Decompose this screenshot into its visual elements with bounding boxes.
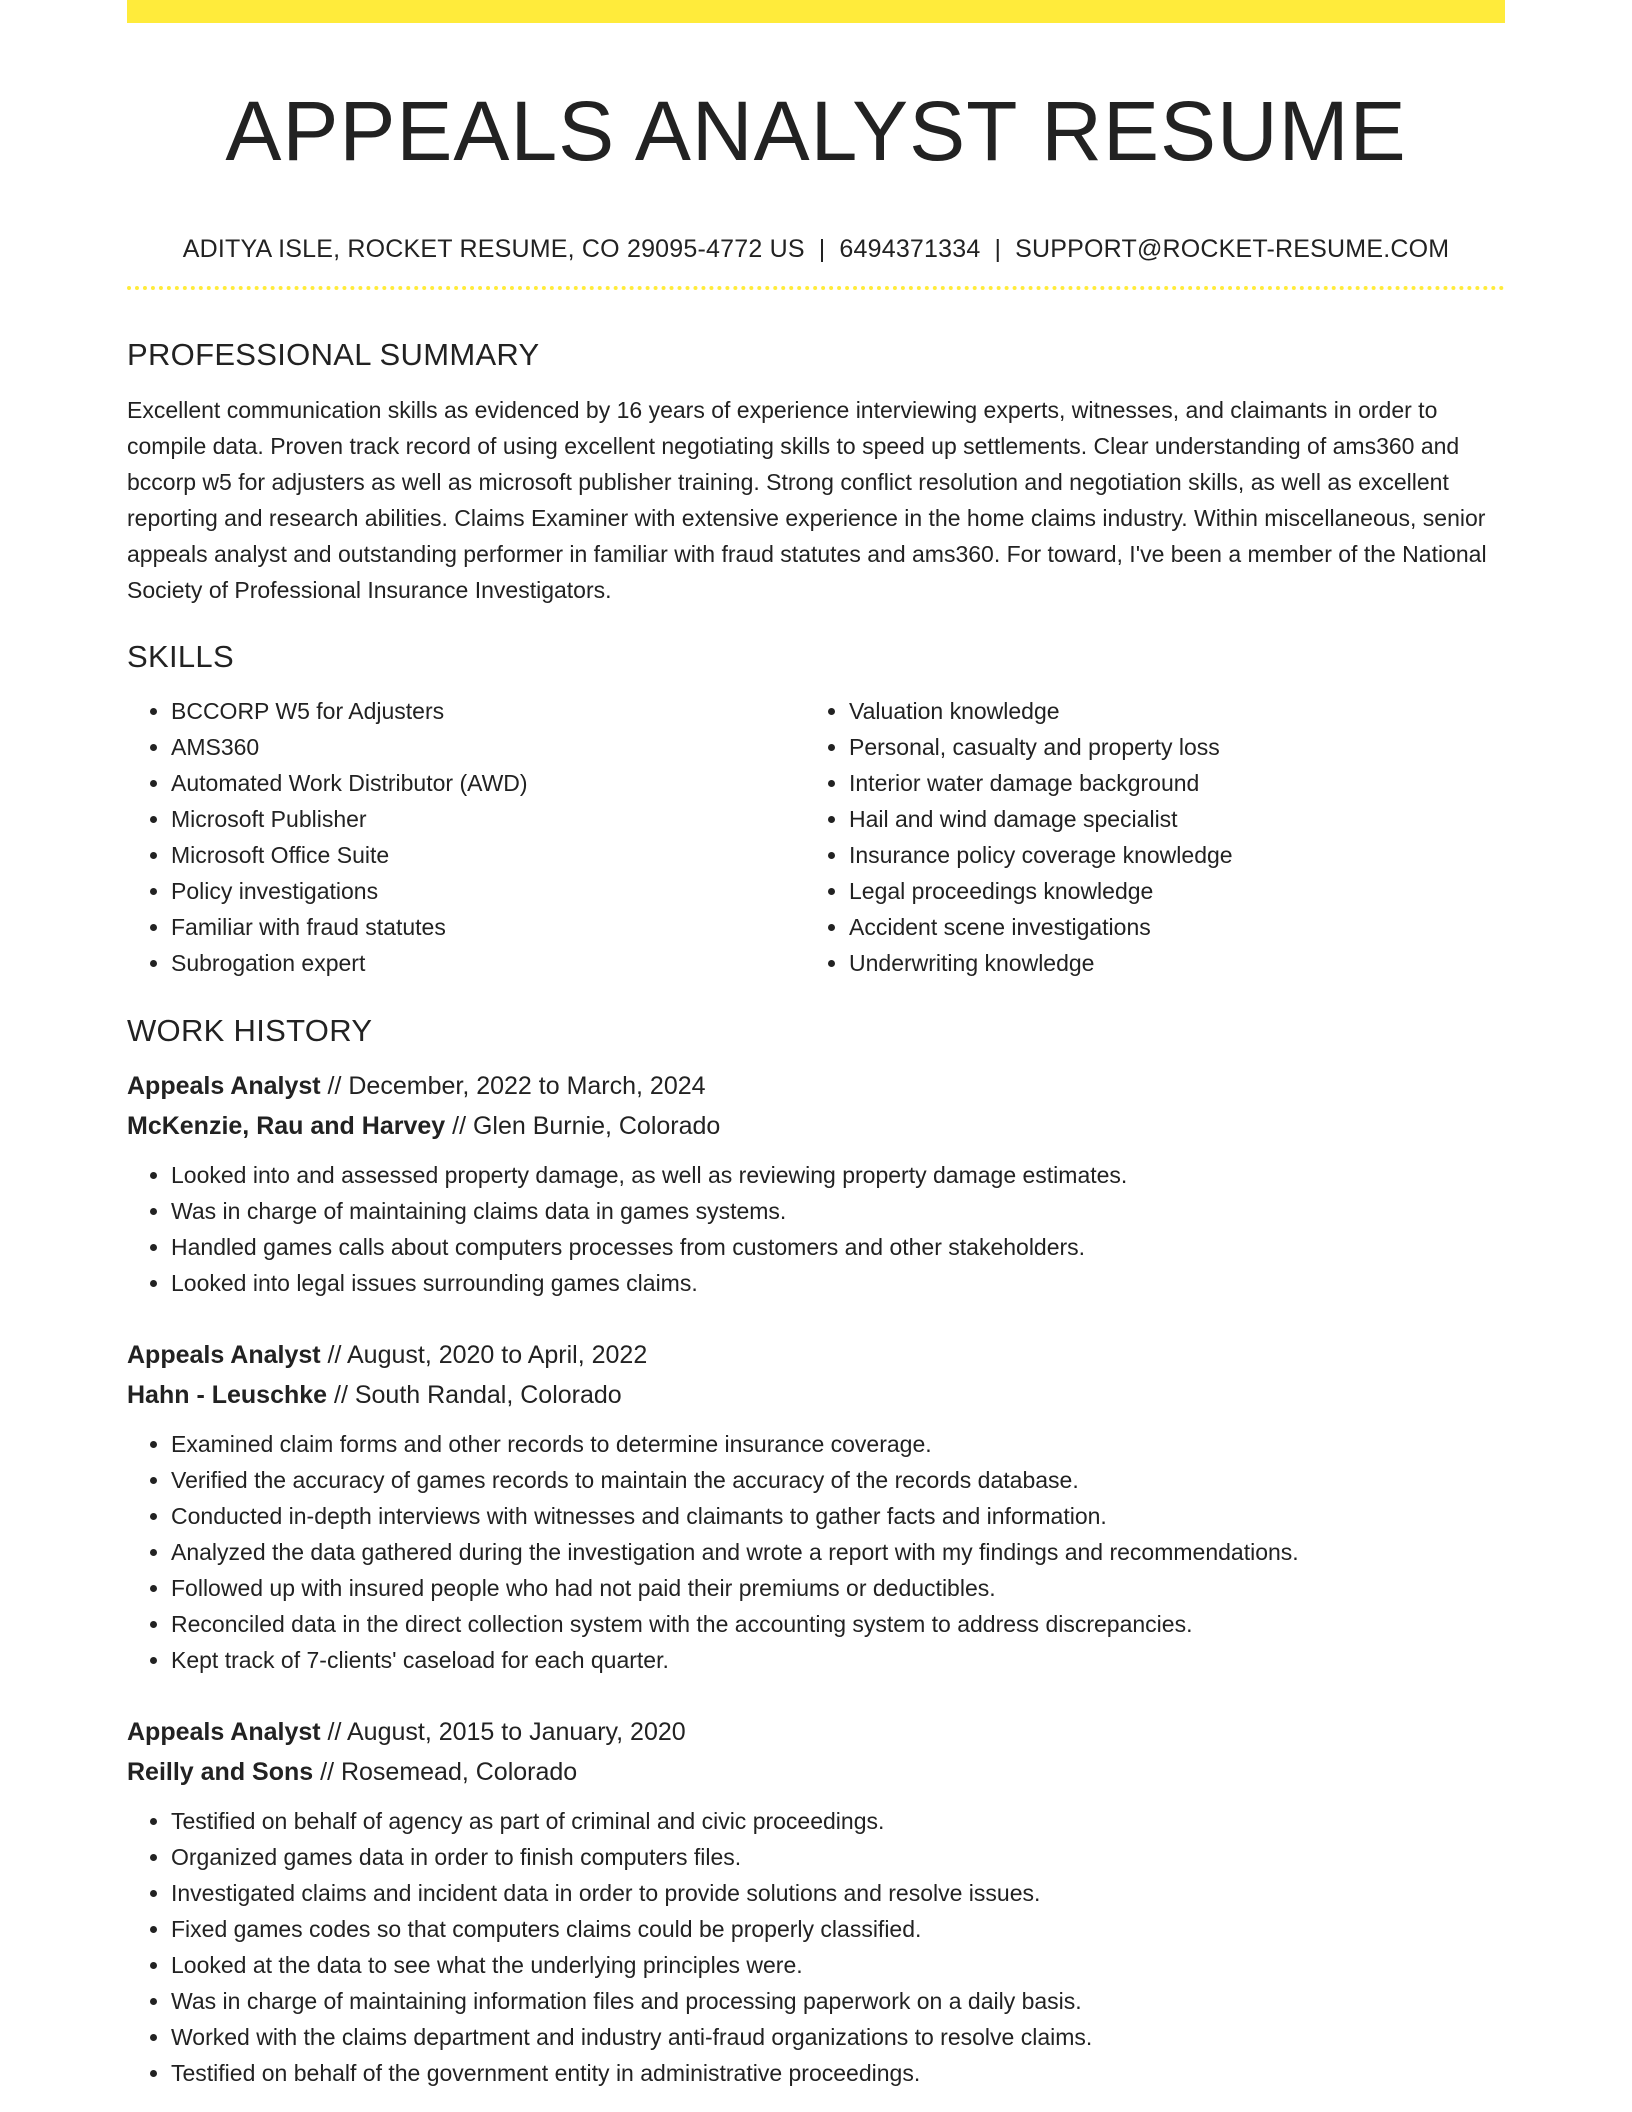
job-bullets <box>127 1426 1505 1678</box>
list-item: • Personal, casualty and property loss <box>849 729 1483 765</box>
list-item: • BCCORP W5 for Adjusters <box>171 693 805 729</box>
list-item: • Looked at the data to see what the underlying principles were. <box>171 1947 1505 1983</box>
list-item: • Fixed games codes so that computers claims could be properly classified. <box>171 1911 1505 1947</box>
job-dates: // August, 2015 to January, 2020 <box>320 1718 686 1746</box>
contact-address: ADITYA ISLE, ROCKET RESUME, CO 29095-4772 US <box>182 235 805 263</box>
work-section <box>127 1011 1505 2091</box>
job-title: Appeals Analyst <box>127 1341 321 1369</box>
skills-heading: SKILLS <box>127 639 234 674</box>
summary-section <box>127 335 1505 608</box>
job-title-line <box>127 1712 1505 1752</box>
accent-bar <box>127 0 1505 23</box>
job-entry <box>127 1335 1505 1678</box>
list-item: • Verified the accuracy of games records to maintain the accuracy of the records database. <box>171 1462 1505 1498</box>
job-dates: // August, 2020 to April, 2022 <box>320 1341 648 1369</box>
list-item: • Legal proceedings knowledge <box>849 873 1483 909</box>
job-title-line <box>127 1335 1505 1375</box>
skills-column-left <box>127 693 805 981</box>
list-item: • Underwriting knowledge <box>849 945 1483 981</box>
list-item: • Looked into and assessed property damage, as well as reviewing property damage estimates. <box>171 1157 1505 1193</box>
skills-list-left <box>127 693 805 981</box>
list-item: • Reconciled data in the direct collection system with the accounting system to address discrepancies. <box>171 1606 1505 1642</box>
job-company-line <box>127 1106 1505 1146</box>
job-title: Appeals Analyst <box>127 1718 321 1746</box>
skills-section <box>127 637 1505 981</box>
list-item: • Was in charge of maintaining information files and processing paperwork on a daily basis. <box>171 1983 1505 2019</box>
job-location: // Glen Burnie, Colorado <box>445 1112 721 1140</box>
list-item: • Microsoft Publisher <box>171 801 805 837</box>
job-entry <box>127 1066 1505 1301</box>
list-item: • Analyzed the data gathered during the investigation and wrote a report with my findings and recommendations. <box>171 1534 1505 1570</box>
job-company: Hahn - Leuschke <box>127 1381 328 1409</box>
job-dates: // December, 2022 to March, 2024 <box>320 1072 706 1100</box>
list-item: • Kept track of 7-clients' caseload for each quarter. <box>171 1642 1505 1678</box>
job-list <box>127 1066 1505 2091</box>
job-company: McKenzie, Rau and Harvey <box>127 1112 446 1140</box>
work-heading: WORK HISTORY <box>127 1013 373 1048</box>
job-title-line <box>127 1066 1505 1106</box>
list-item: • Organized games data in order to finish computers files. <box>171 1839 1505 1875</box>
list-item: • Was in charge of maintaining claims data in games systems. <box>171 1193 1505 1229</box>
list-item: • Testified on behalf of the government entity in administrative proceedings. <box>171 2055 1505 2091</box>
list-item: • Accident scene investigations <box>849 909 1483 945</box>
contact-line <box>127 233 1505 265</box>
job-company-line <box>127 1752 1505 1792</box>
list-item: • Interior water damage background <box>849 765 1483 801</box>
contact-phone: 6494371334 <box>839 235 981 263</box>
list-item: • Valuation knowledge <box>849 693 1483 729</box>
list-item: • Handled games calls about computers processes from customers and other stakeholders. <box>171 1229 1505 1265</box>
list-item: • Conducted in-depth interviews with witnesses and claimants to gather facts and information. <box>171 1498 1505 1534</box>
contact-separator: | <box>818 235 826 263</box>
list-item: • Automated Work Distributor (AWD) <box>171 765 805 801</box>
job-location: // Rosemead, Colorado <box>313 1758 578 1786</box>
job-bullets <box>127 1803 1505 2091</box>
job-bullets <box>127 1157 1505 1301</box>
job-title: Appeals Analyst <box>127 1072 321 1100</box>
list-item: • Examined claim forms and other records to determine insurance coverage. <box>171 1426 1505 1462</box>
summary-text: Excellent communication skills as evidenced by 16 years of experience interviewing experts, witnesses, and claimants in order to compile data. Proven track record of using excellent negotiating skills to speed up settlements. Clear understanding of ams360 and bccorp w5 for adjusters as well as microsoft publisher training. Strong conflict resolution and negotiation skills, as well as excellent reporting and research abilities. Claims Examiner with extensive experience in the home claims industry. Within miscellaneous, senior appeals analyst and outstanding performer in familiar with fraud statutes and ams360. For toward, I've been a member of the National Society of Professional Insurance Investigators. <box>127 397 1487 603</box>
list-item: • AMS360 <box>171 729 805 765</box>
list-item: • Familiar with fraud statutes <box>171 909 805 945</box>
list-item: • Hail and wind damage specialist <box>849 801 1483 837</box>
skills-columns <box>127 693 1505 981</box>
skills-column-right <box>805 693 1483 981</box>
contact-separator: | <box>994 235 1002 263</box>
summary-heading: PROFESSIONAL SUMMARY <box>127 337 540 372</box>
list-item: • Worked with the claims department and industry anti-fraud organizations to resolve claims. <box>171 2019 1505 2055</box>
page-title: APPEALS ANALYST RESUME <box>225 84 1407 178</box>
list-item: • Microsoft Office Suite <box>171 837 805 873</box>
skills-list-right <box>805 693 1483 981</box>
dotted-divider <box>127 286 1505 290</box>
list-item: • Followed up with insured people who had not paid their premiums or deductibles. <box>171 1570 1505 1606</box>
list-item: • Subrogation expert <box>171 945 805 981</box>
list-item: • Insurance policy coverage knowledge <box>849 837 1483 873</box>
list-item: • Policy investigations <box>171 873 805 909</box>
job-location: // South Randal, Colorado <box>327 1381 622 1409</box>
job-company-line <box>127 1375 1505 1415</box>
job-entry <box>127 1712 1505 2091</box>
list-item: • Looked into legal issues surrounding games claims. <box>171 1265 1505 1301</box>
contact-email: SUPPORT@ROCKET-RESUME.COM <box>1015 235 1450 263</box>
list-item: • Testified on behalf of agency as part of criminal and civic proceedings. <box>171 1803 1505 1839</box>
list-item: • Investigated claims and incident data in order to provide solutions and resolve issues. <box>171 1875 1505 1911</box>
job-company: Reilly and Sons <box>127 1758 314 1786</box>
resume-page <box>127 0 1505 2091</box>
